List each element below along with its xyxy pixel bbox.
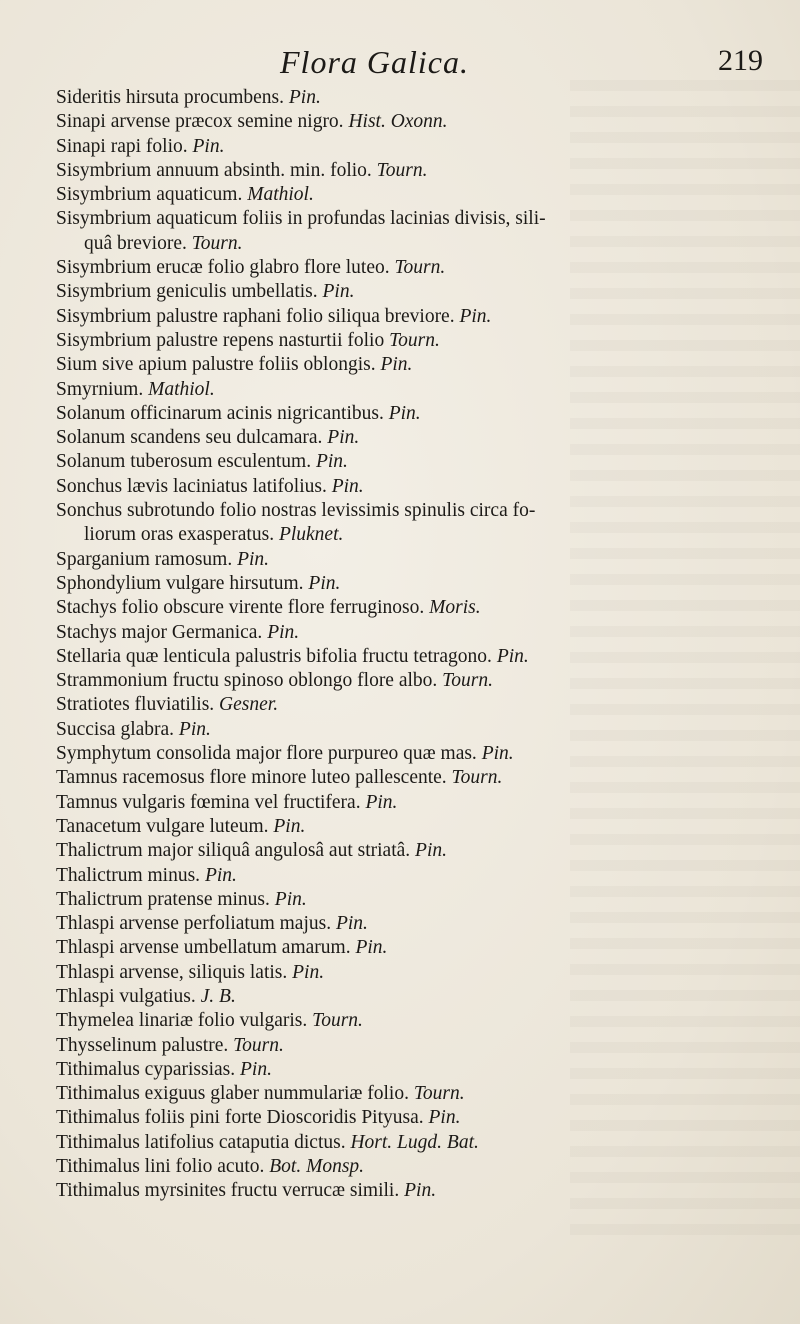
plant-name: Thlaspi arvense, siliquis latis.	[56, 961, 288, 983]
plant-name: Sisymbrium erucæ folio glabro flore luteo.	[56, 257, 390, 279]
author-citation: Tourn.	[191, 232, 243, 254]
plant-entry	[56, 864, 796, 888]
author-citation: Mathiol.	[148, 378, 215, 400]
plant-entry	[56, 693, 796, 717]
author-citation: Moris.	[429, 597, 481, 619]
plant-name: Solanum scandens seu dulcamara.	[56, 427, 323, 449]
author-citation: Pin.	[428, 1107, 461, 1129]
author-citation: Tourn.	[389, 329, 440, 351]
plant-entry	[56, 718, 796, 742]
plant-entry	[56, 499, 796, 548]
plant-name: Thalictrum major siliquâ angulosâ aut striatâ.	[56, 840, 411, 862]
plant-name: Thysselinum palustre.	[56, 1034, 229, 1056]
plant-entry	[56, 378, 796, 402]
plant-name: Tanacetum vulgare luteum.	[56, 815, 269, 837]
author-citation: Pin.	[496, 645, 529, 667]
author-citation: Pin.	[459, 305, 492, 327]
author-citation: Tourn.	[451, 767, 503, 789]
plant-entry	[56, 669, 796, 693]
plant-name: Thalictrum pratense minus.	[56, 888, 270, 910]
plant-entry	[56, 207, 796, 256]
continuation-text: liorum oras exasperatus.	[84, 524, 275, 546]
plant-entry	[56, 329, 796, 353]
plant-name: Sium sive apium palustre foliis oblongis.	[56, 354, 376, 376]
author-citation: Gesner.	[219, 694, 279, 716]
plant-entry	[56, 426, 796, 450]
plant-entry	[56, 1082, 796, 1106]
author-citation: Pin.	[237, 548, 270, 570]
author-citation: Pin.	[322, 281, 355, 303]
author-citation: Bot. Monsp.	[269, 1156, 365, 1178]
plant-name: Symphytum consolida major flore purpureo quæ mas.	[56, 743, 477, 765]
plant-entry	[56, 815, 796, 839]
plant-entry	[56, 353, 796, 377]
plant-name: Sonchus lævis laciniatus latifolius.	[56, 475, 327, 497]
plant-entry	[56, 961, 796, 985]
plant-name: Sideritis hirsuta procumbens.	[56, 87, 285, 108]
author-citation: Tourn.	[442, 670, 493, 692]
plant-name: Strammonium fructu spinoso oblongo flore albo.	[56, 670, 438, 692]
plant-name: Stellaria quæ lenticula palustris bifolia fructu tetragono.	[56, 645, 492, 667]
plant-name: Succisa glabra.	[56, 718, 175, 740]
plant-name: Solanum tuberosum esculentum.	[56, 451, 312, 473]
plant-name: Sisymbrium aquaticum foliis in profundas lacinias divisis, sili-	[56, 208, 546, 230]
plant-entry	[56, 742, 796, 766]
plant-entry	[56, 1179, 796, 1203]
author-citation: Pin.	[380, 354, 413, 376]
plant-entry	[56, 839, 796, 863]
plant-entry	[56, 475, 796, 499]
plant-name: Sisymbrium geniculis umbellatis.	[56, 281, 318, 303]
author-citation: Hort. Lugd. Bat.	[350, 1131, 479, 1153]
author-citation: Pin.	[335, 913, 368, 935]
author-citation: Pin.	[355, 937, 388, 959]
author-citation: Tourn.	[394, 257, 446, 279]
author-citation: Pin.	[192, 135, 225, 157]
plant-name: Sisymbrium annuum absinth. min. folio.	[56, 159, 372, 181]
page-number: 219	[718, 44, 763, 77]
plant-name: Tithimalus cyparissias.	[56, 1058, 236, 1080]
author-citation: Pin.	[204, 864, 237, 886]
plant-name: Tamnus vulgaris fœmina vel fructifera.	[56, 791, 361, 813]
plant-name: Tamnus racemosus flore minore luteo pallescente.	[56, 767, 447, 789]
author-citation: Tourn.	[312, 1010, 363, 1032]
plant-name: Sinapi rapi folio.	[56, 135, 188, 157]
plant-name: Sisymbrium palustre raphani folio siliqua breviore.	[56, 305, 455, 327]
plant-entry	[56, 183, 796, 207]
author-citation: Pin.	[481, 743, 514, 765]
plant-entry	[56, 1155, 796, 1179]
author-citation: Pin.	[404, 1180, 437, 1202]
plant-name: Sonchus subrotundo folio nostras levissimis spinulis circa fo-	[56, 500, 536, 522]
plant-entry	[56, 548, 796, 572]
plant-entry	[56, 1106, 796, 1130]
plant-entry	[56, 791, 796, 815]
plant-name: Sparganium ramosum.	[56, 548, 233, 570]
plant-entry	[56, 305, 796, 329]
plant-entry	[56, 1131, 796, 1155]
plant-entry	[56, 1034, 796, 1058]
plant-entry	[56, 256, 796, 280]
plant-entry	[56, 936, 796, 960]
author-citation: Mathiol.	[247, 184, 314, 206]
author-citation: Pin.	[365, 791, 398, 813]
plant-entry	[56, 596, 796, 620]
plant-entry	[56, 572, 796, 596]
plant-entry	[56, 86, 796, 110]
plant-entry	[56, 280, 796, 304]
author-citation: Pin.	[331, 475, 364, 497]
plant-name: Tithimalus lini folio acuto.	[56, 1156, 265, 1178]
plant-name: Thlaspi arvense umbellatum amarum.	[56, 937, 351, 959]
plant-name: Sisymbrium aquaticum.	[56, 184, 243, 206]
plant-name: Stachys major Germanica.	[56, 621, 263, 643]
plant-name: Thalictrum minus.	[56, 864, 201, 886]
author-citation: Pin.	[388, 402, 421, 424]
plant-name: Tithimalus exiguus glaber nummulariæ folio.	[56, 1083, 409, 1105]
plant-list	[56, 86, 796, 1204]
author-citation: Pin.	[292, 961, 325, 983]
author-citation: Pin.	[274, 888, 307, 910]
plant-name: Tithimalus myrsinites fructu verrucæ simili.	[56, 1180, 400, 1202]
author-citation: Pluknet.	[278, 524, 344, 546]
author-citation: Pin.	[267, 621, 300, 643]
plant-entry	[56, 159, 796, 183]
author-citation: Tourn.	[233, 1034, 284, 1056]
plant-name: Tithimalus foliis pini forte Dioscoridis Pityusa.	[56, 1107, 424, 1129]
page-header	[0, 44, 800, 88]
plant-entry	[56, 135, 796, 159]
plant-entry	[56, 450, 796, 474]
author-citation: Pin.	[415, 840, 447, 862]
plant-name: Thlaspi vulgatius.	[56, 985, 196, 1007]
plant-entry	[56, 621, 796, 645]
plant-entry	[56, 1009, 796, 1033]
author-citation: Pin.	[288, 87, 321, 108]
plant-entry	[56, 912, 796, 936]
author-citation: Hist. Oxonn.	[348, 111, 448, 133]
continuation-text: quâ breviore.	[84, 232, 187, 254]
plant-entry	[56, 402, 796, 426]
plant-name: Sphondylium vulgare hirsutum.	[56, 572, 304, 594]
plant-name: Thymelea linariæ folio vulgaris.	[56, 1010, 308, 1032]
author-citation: Pin.	[308, 572, 341, 594]
plant-name: Smyrnium.	[56, 378, 144, 400]
plant-entry	[56, 1058, 796, 1082]
plant-entry	[56, 985, 796, 1009]
plant-entry	[56, 645, 796, 669]
plant-name: Tithimalus latifolius cataputia dictus.	[56, 1131, 346, 1153]
plant-entry	[56, 766, 796, 790]
running-title: Flora Galica.	[280, 44, 469, 80]
plant-name: Solanum officinarum acinis nigricantibus.	[56, 402, 384, 424]
plant-name: Sisymbrium palustre repens nasturtii folio	[56, 329, 385, 351]
plant-name: Thlaspi arvense perfoliatum majus.	[56, 913, 332, 935]
plant-entry	[56, 888, 796, 912]
author-citation: Tourn.	[376, 159, 428, 181]
plant-name: Sinapi arvense præcox semine nigro.	[56, 111, 344, 133]
plant-name: Stratiotes fluviatilis.	[56, 694, 215, 716]
plant-entry	[56, 110, 796, 134]
author-citation: Tourn.	[413, 1083, 465, 1105]
author-citation: J. B.	[200, 985, 236, 1007]
author-citation: Pin.	[327, 427, 360, 449]
author-citation: Pin.	[315, 451, 348, 473]
plant-name-continuation	[56, 523, 796, 547]
author-citation: Pin.	[240, 1058, 272, 1080]
plant-name: Stachys folio obscure virente flore ferruginoso.	[56, 597, 425, 619]
plant-name-continuation	[56, 232, 796, 256]
author-citation: Pin.	[178, 718, 211, 740]
author-citation: Pin.	[273, 815, 306, 837]
